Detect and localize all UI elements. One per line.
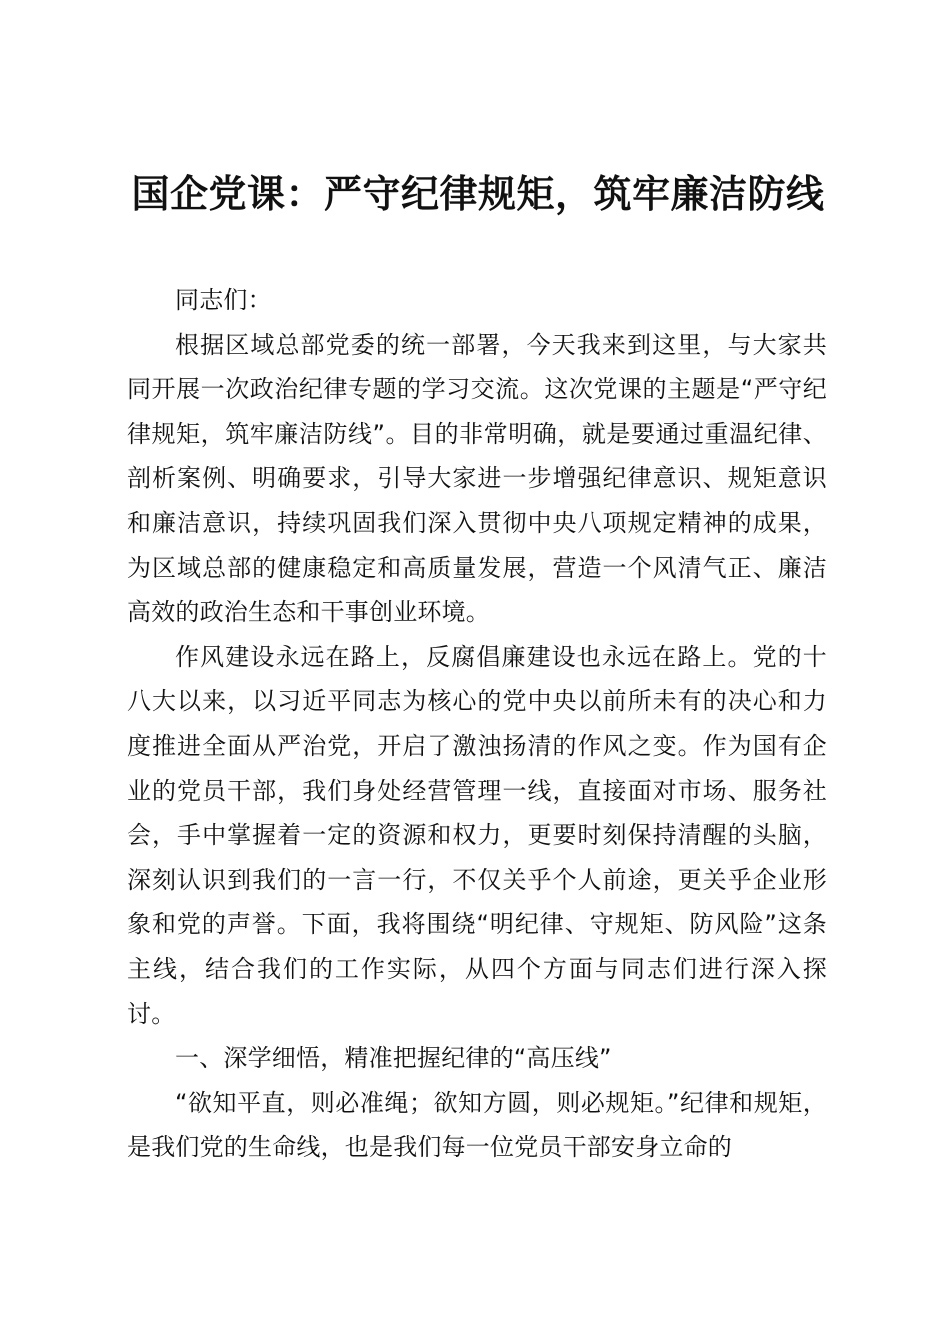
- body-paragraph: “欲知平直，则必准绳；欲知方圆，则必规矩。”纪律和规矩，是我们党的生命线，也是我们每一位党员干部安身立命的: [127, 1088, 827, 1162]
- body-paragraph: 作风建设永远在路上，反腐倡廉建设也永远在路上。党的十八大以来，以习近平同志为核心的党中央以前所未有的决心和力度推进全面从严治党，开启了激浊扬清的作风之变。作为国有企业的党员干部，我们身处经营管理一线，直接面对市场、服务社会，手中掌握着一定的资源和权力，更要时刻保持清醒的头脑，深刻认识到我们的一言一行，不仅关乎个人前途，更关乎企业形象和党的声誉。下面，我将围绕“明纪律、守规矩、防风险”这条主线，结合我们的工作实际，从四个方面与同志们进行深入探讨。: [127, 642, 827, 1028]
- body-paragraph: 根据区域总部党委的统一部署，今天我来到这里，与大家共同开展一次政治纪律专题的学习交流。这次党课的主题是“严守纪律规矩，筑牢廉洁防线”。目的非常明确，就是要通过重温纪律、剖析案例、明确要求，引导大家进一步增强纪律意识、规矩意识和廉洁意识，持续巩固我们深入贯彻中央八项规定精神的成果，为区域总部的健康稳定和高质量发展，营造一个风清气正、廉洁高效的政治生态和干事创业环境。: [127, 330, 827, 627]
- salutation: 同志们：: [175, 286, 272, 314]
- document-title: 国企党课：严守纪律规矩，筑牢廉洁防线: [131, 171, 825, 216]
- section-heading: 一、深学细悟，精准把握纪律的“高压线”: [175, 1044, 612, 1073]
- document-body: [127, 278, 827, 1170]
